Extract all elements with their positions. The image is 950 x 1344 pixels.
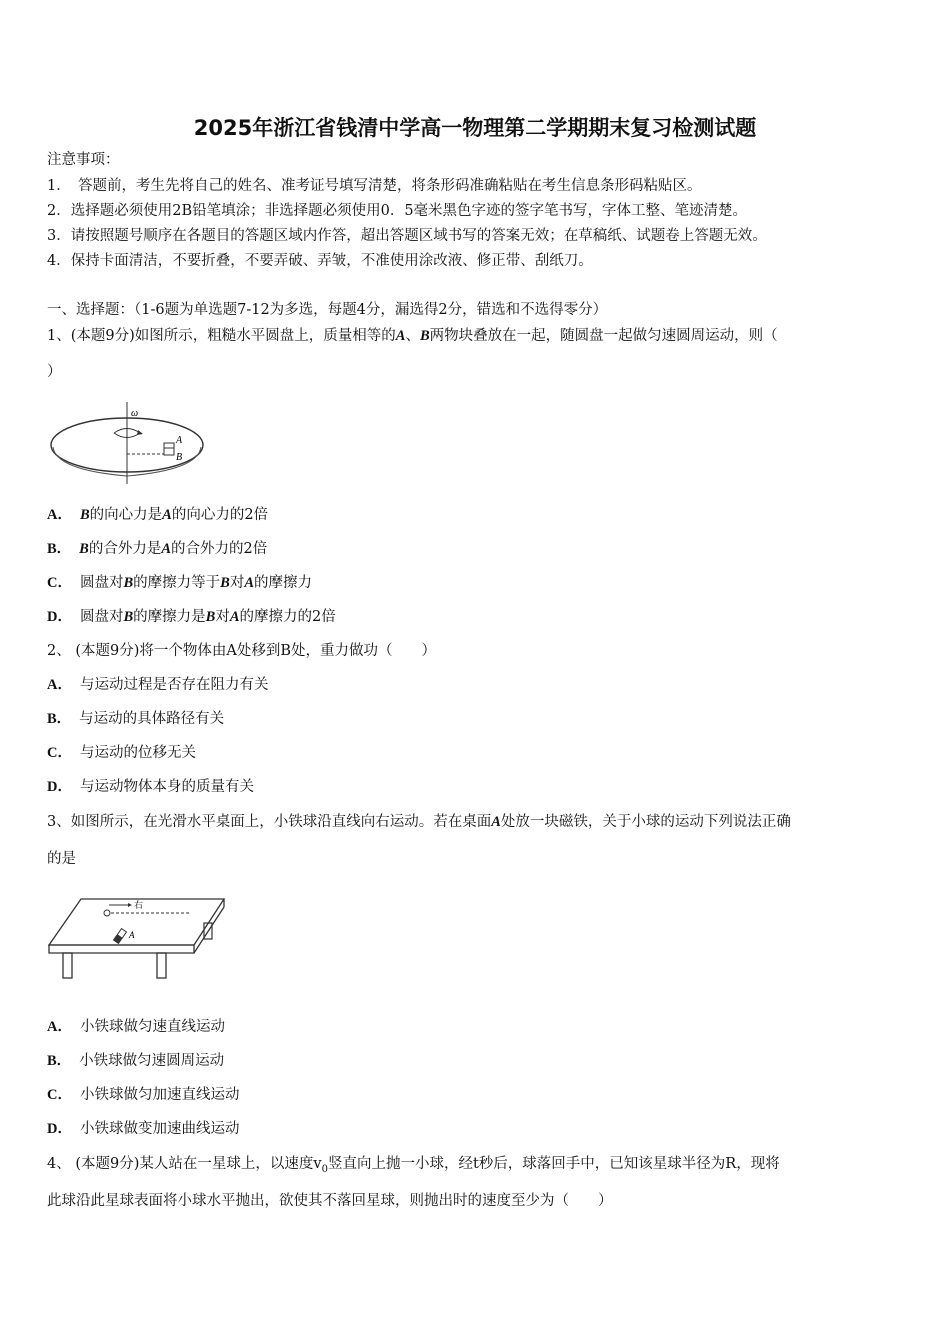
magnet	[114, 929, 127, 944]
section-heading: 一、选择题：（1-6题为单选题7-12为多选，每题4分，漏选得2分，错选和不选得零分）	[47, 302, 608, 318]
q4-stem: 4、 (本题9分)某人站在一星球上，以速度$v_0$竖直向上抛一小球，经t秒后，球落回手中，已知该星球半径为R，现将	[47, 1156, 780, 1175]
q3-stem: 3、如图所示，在光滑水平桌面上，小铁球沿直线向右运动。若在桌面A处放一块磁铁，关于小球的运动下列说法正确	[47, 814, 791, 830]
label-a: A	[176, 435, 183, 446]
label-a: A	[129, 930, 135, 940]
notice-item-1: 1． 答题前，考生先将自己的姓名、准考证号填写清楚，将条形码准确粘贴在考生信息条形码粘贴区。	[47, 178, 702, 194]
q3-option-c[interactable]: C． 小铁球做匀加速直线运动	[47, 1087, 240, 1103]
q2-option-c[interactable]: C． 与运动的位移无关	[47, 745, 196, 761]
q4-stem-cont: 此球沿此星球表面将小球水平抛出，欲使其不落回星球，则抛出时的速度至少为（ ）	[47, 1193, 613, 1209]
right-label: 右	[134, 901, 144, 911]
q3-figure-table	[46, 893, 228, 983]
q3-option-a[interactable]: A． 小铁球做匀速直线运动	[47, 1019, 225, 1035]
q1-stem-close: ）	[47, 364, 62, 380]
omega-label: ω	[131, 408, 139, 419]
notice-item-2: 2．选择题必须使用2B铅笔填涂；非选择题必须使用0．5毫米黑色字迹的签字笔书写，字体工整、笔迹清楚。	[47, 203, 748, 219]
q2-option-a[interactable]: A． 与运动过程是否存在阻力有关	[47, 677, 269, 693]
block-a	[164, 443, 174, 448]
q1-figure-disc	[48, 398, 208, 492]
page-title: 2025年浙江省钱清中学高一物理第二学期期末复习检测试题	[193, 116, 757, 140]
q1-option-d[interactable]: D． 圆盘对B的摩擦力是B对A的摩擦力的2倍	[47, 609, 336, 625]
block-b	[164, 448, 174, 455]
notice-heading: 注意事项：	[47, 152, 120, 168]
notice-item-4: 4．保持卡面清洁，不要折叠，不要弄破、弄皱，不准使用涂改液、修正带、刮纸刀。	[47, 253, 593, 269]
table-front-edge	[49, 945, 194, 953]
q2-option-b[interactable]: B． 与运动的具体路径有关	[47, 711, 225, 727]
q3-option-d[interactable]: D． 小铁球做变加速曲线运动	[47, 1121, 240, 1137]
notice-item-3: 3．请按照题号顺序在各题目的答题区域内作答，超出答题区域书写的答案无效；在草稿纸、试题卷上答题无效。	[47, 228, 767, 244]
label-b: B	[176, 452, 183, 463]
table-leg-right	[157, 953, 166, 978]
q1-option-a[interactable]: A． B的向心力是A的向心力的2倍	[47, 507, 269, 523]
q2-stem: 2、 (本题9分)将一个物体由A处移到B处，重力做功（ ）	[47, 643, 436, 659]
iron-ball	[104, 910, 110, 916]
q3-option-b[interactable]: B． 小铁球做匀速圆周运动	[47, 1053, 225, 1069]
table-leg-left	[63, 953, 72, 978]
q1-option-c[interactable]: C． 圆盘对B的摩擦力等于B对A的摩擦力	[47, 575, 312, 591]
q2-option-d[interactable]: D． 与运动物体本身的质量有关	[47, 779, 254, 795]
q1-option-b[interactable]: B． B的合外力是A的合外力的2倍	[47, 541, 268, 557]
q3-stem-cont: 的是	[47, 851, 76, 867]
q1-stem: 1、(本题9分)如图所示，粗糙水平圆盘上，质量相等的A、B两物块叠放在一起，随圆盘一起做匀速圆周运动，则（	[47, 328, 778, 344]
